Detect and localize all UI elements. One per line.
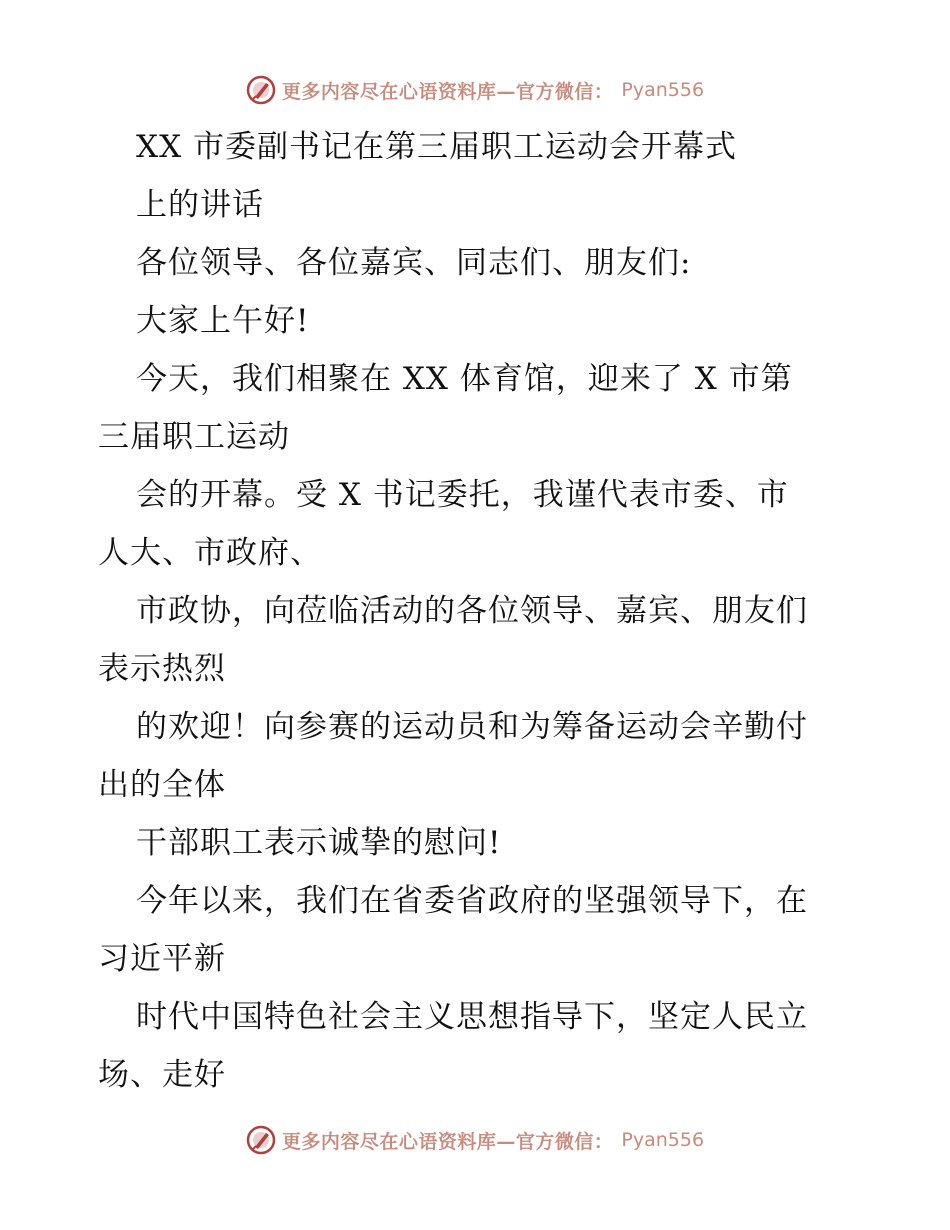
doc-line: 时代中国特色社会主义思想指导下，坚定人民立	[136, 999, 808, 1035]
quill-logo-icon	[246, 75, 276, 105]
doc-line: 出的全体	[98, 767, 226, 803]
doc-line-title-2: 上的讲话	[136, 187, 264, 223]
doc-line: 今天，我们相聚在 XX 体育馆，迎来了 X 市第	[136, 361, 793, 397]
doc-line-greeting: 大家上午好!	[136, 303, 310, 339]
doc-line: 表示热烈	[98, 651, 226, 687]
doc-line: 今年以来，我们在省委省政府的坚强领导下，在	[136, 883, 808, 919]
doc-line-title-1: XX 市委副书记在第三届职工运动会开幕式	[136, 129, 737, 165]
wechat-id: Pyan556	[621, 1129, 705, 1151]
doc-line: 场、走好	[98, 1057, 226, 1093]
doc-line: 习近平新	[98, 941, 226, 977]
footer-banner	[0, 1120, 950, 1160]
wechat-id: Pyan556	[621, 79, 705, 101]
doc-line: 会的开幕。受 X 书记委托，我谨代表市委、市	[136, 477, 789, 513]
header-banner	[0, 70, 950, 110]
banner-text: 更多内容尽在心语资料库—官方微信：	[281, 80, 614, 103]
doc-line: 的欢迎！向参赛的运动员和为筹备运动会辛勤付	[136, 709, 808, 745]
banner-text: 更多内容尽在心语资料库—官方微信：	[281, 1130, 614, 1153]
quill-logo-icon	[246, 1125, 276, 1155]
doc-line: 市政协，向莅临活动的各位领导、嘉宾、朋友们	[136, 593, 808, 629]
doc-line: 三届职工运动	[98, 419, 290, 455]
doc-line-salutation: 各位领导、各位嘉宾、同志们、朋友们:	[136, 245, 692, 281]
doc-line: 干部职工表示诚挚的慰问!	[136, 825, 502, 861]
doc-line: 人大、市政府、	[98, 535, 322, 571]
